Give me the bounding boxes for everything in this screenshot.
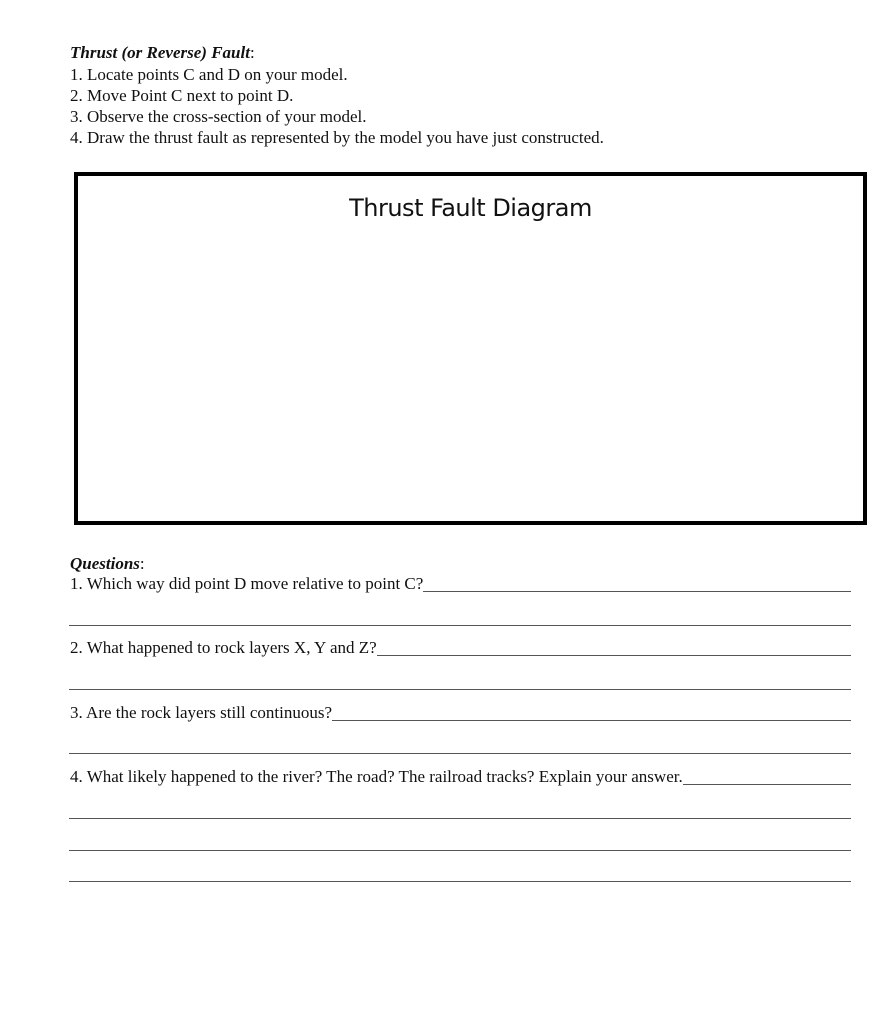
- questions-heading-text: Questions: [70, 554, 140, 573]
- step-3: 3. Observe the cross-section of your model.: [70, 107, 367, 126]
- question-2-answer-line[interactable]: [377, 654, 851, 656]
- question-2-answer-line-2[interactable]: [69, 689, 851, 690]
- question-1-answer-line[interactable]: [423, 590, 851, 592]
- question-1-text: 1. Which way did point D move relative to point C?: [70, 574, 424, 593]
- question-2-text: 2. What happened to rock layers X, Y and Z?: [70, 638, 377, 657]
- question-4-answer-line-2[interactable]: [69, 818, 851, 819]
- question-4-answer-line-4[interactable]: [69, 881, 851, 882]
- thrust-fault-heading-text: Thrust (or Reverse) Fault: [70, 43, 250, 62]
- question-1-row: [70, 573, 851, 595]
- thrust-fault-diagram-box[interactable]: [74, 172, 867, 525]
- diagram-title: Thrust Fault Diagram: [349, 194, 592, 222]
- heading-colon: :: [249, 43, 255, 62]
- question-3-text: 3. Are the rock layers still continuous?: [70, 703, 333, 722]
- step-4: 4. Draw the thrust fault as represented by the model you have just constructed.: [70, 128, 604, 147]
- question-4-answer-line[interactable]: [683, 783, 851, 785]
- question-4-answer-line-3[interactable]: [69, 850, 851, 851]
- step-2: 2. Move Point C next to point D.: [70, 86, 294, 105]
- question-3-answer-line-2[interactable]: [69, 753, 851, 754]
- question-3-answer-line[interactable]: [332, 719, 851, 721]
- questions-heading-colon: :: [139, 554, 145, 573]
- thrust-fault-heading: [70, 42, 255, 63]
- question-1-answer-line-2[interactable]: [69, 625, 851, 626]
- questions-heading: [70, 553, 145, 574]
- question-2-row: [70, 637, 851, 659]
- question-3-row: [70, 702, 851, 724]
- question-4-text: 4. What likely happened to the river? The road? The railroad tracks? Explain your answer.: [70, 767, 683, 786]
- question-4-row: [70, 766, 851, 788]
- step-1: 1. Locate points C and D on your model.: [70, 65, 348, 84]
